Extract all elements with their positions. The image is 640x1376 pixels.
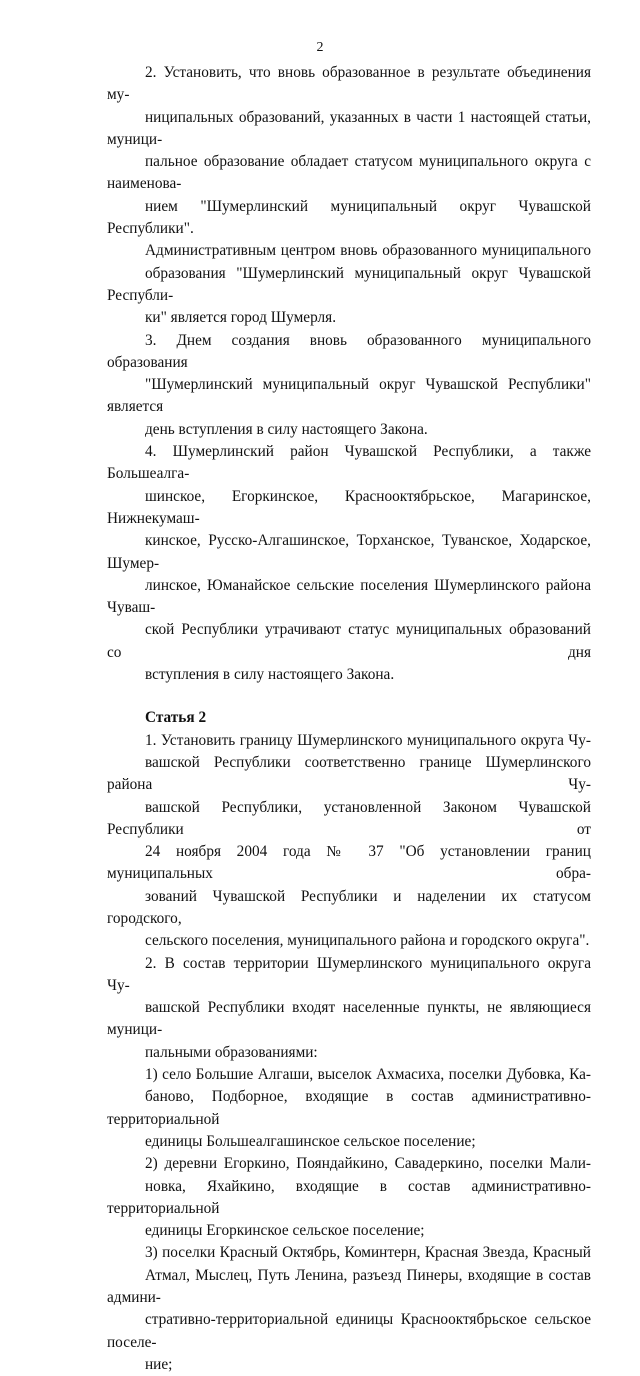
text-line: ской Республики утрачивают статус муниципальных образований со дня — [107, 621, 591, 661]
paragraph — [107, 62, 591, 240]
text-line: ниципальных образований, указанных в части 1 настоящей статьи, муници- — [107, 108, 591, 148]
text-line: новка, Яхайкино, входящие в состав административно-территориальной — [107, 1177, 591, 1217]
article-heading: Статья 2 — [145, 709, 207, 727]
text-line: стративно-территориальной единицы Краснооктябрьское сельское поселе- — [107, 1311, 591, 1351]
text-line: 4. Шумерлинский район Чувашской Республики, а также Большеалга- — [107, 443, 591, 483]
text-line: 2. Установить, что вновь образованное в результате объединения му- — [107, 64, 591, 104]
text-line: 3) поселки Красный Октябрь, Коминтерн, Красная Звезда, Красный — [145, 1244, 591, 1262]
text-line: ние; — [145, 1355, 173, 1373]
text-line: ки" является город Шумерля. — [145, 309, 337, 327]
text-line: 1) село Большие Алгаши, выселок Ахмасиха, поселки Дубовка, Ка- — [145, 1066, 591, 1084]
page-number: 2 — [316, 40, 324, 55]
paragraph — [107, 1153, 591, 1242]
text-line: баново, Подборное, входящие в состав административно-территориальной — [107, 1088, 591, 1128]
text-line: вступления в силу настоящего Закона. — [145, 666, 395, 684]
text-line: линское, Юманайское сельские поселения Шумерлинского района Чуваш- — [107, 576, 591, 617]
text-line: Административным центром вновь образованного муниципального — [145, 242, 591, 260]
text-line: 2. В состав территории Шумерлинского муниципального округа Чу- — [107, 954, 591, 994]
text-line: 24 ноября 2004 года № 37 "Об установлении границ муниципальных обра- — [107, 843, 591, 883]
article-2-body — [107, 730, 591, 1376]
article-1-continuation — [107, 62, 591, 686]
text-line: нием "Шумерлинский муниципальный округ Чувашской Республики". — [107, 197, 591, 238]
text-line: кинское, Русско-Алгашинское, Торханское, Туванское, Ходарское, Шумер- — [107, 532, 591, 572]
paragraph — [107, 240, 591, 329]
paragraph — [107, 1064, 591, 1153]
text-line: единицы Большеалгашинское сельское поселение; — [145, 1132, 476, 1150]
document-body — [107, 62, 591, 1376]
paragraph — [107, 1242, 591, 1376]
text-line: Атмал, Мыслец, Путь Ленина, разъезд Пинеры, входящие в состав админи- — [107, 1266, 591, 1307]
paragraph — [107, 441, 591, 686]
paragraph — [107, 730, 591, 953]
text-line: "Шумерлинский муниципальный округ Чувашской Республики" является — [107, 376, 591, 416]
section-gap — [107, 686, 591, 707]
text-line: шинское, Егоркинское, Краснооктябрьское, Магаринское, Нижнекумаш- — [107, 487, 591, 527]
text-line: пальными образованиями: — [145, 1043, 318, 1061]
text-line: день вступления в силу настоящего Закона. — [145, 420, 428, 438]
text-line: вашской Республики входят населенные пункты, не являющиеся муници- — [107, 999, 591, 1039]
text-line: 2) деревни Егоркино, Пояндайкино, Савадеркино, поселки Мали- — [145, 1155, 591, 1173]
paragraph — [107, 953, 591, 1064]
text-line: вашской Республики, установленной Законом Чувашской Республики от — [107, 798, 591, 838]
text-line: образования "Шумерлинский муниципальный округ Чувашской Республи- — [107, 264, 591, 304]
paragraph — [107, 330, 591, 441]
text-line: зований Чувашской Республики и наделении их статусом городского, — [107, 887, 591, 927]
text-line: пальное образование обладает статусом муниципального округа с наименова- — [107, 153, 591, 193]
text-line: вашской Республики соответственно границе Шумерлинского района Чу- — [107, 753, 591, 794]
text-line: единицы Егоркинское сельское поселение; — [145, 1222, 425, 1240]
text-line: 3. Днем создания вновь образованного муниципального образования — [107, 331, 591, 371]
text-line: сельского поселения, муниципального района и городского округа". — [145, 932, 590, 950]
text-line: 1. Установить границу Шумерлинского муниципального округа Чу- — [145, 731, 591, 749]
